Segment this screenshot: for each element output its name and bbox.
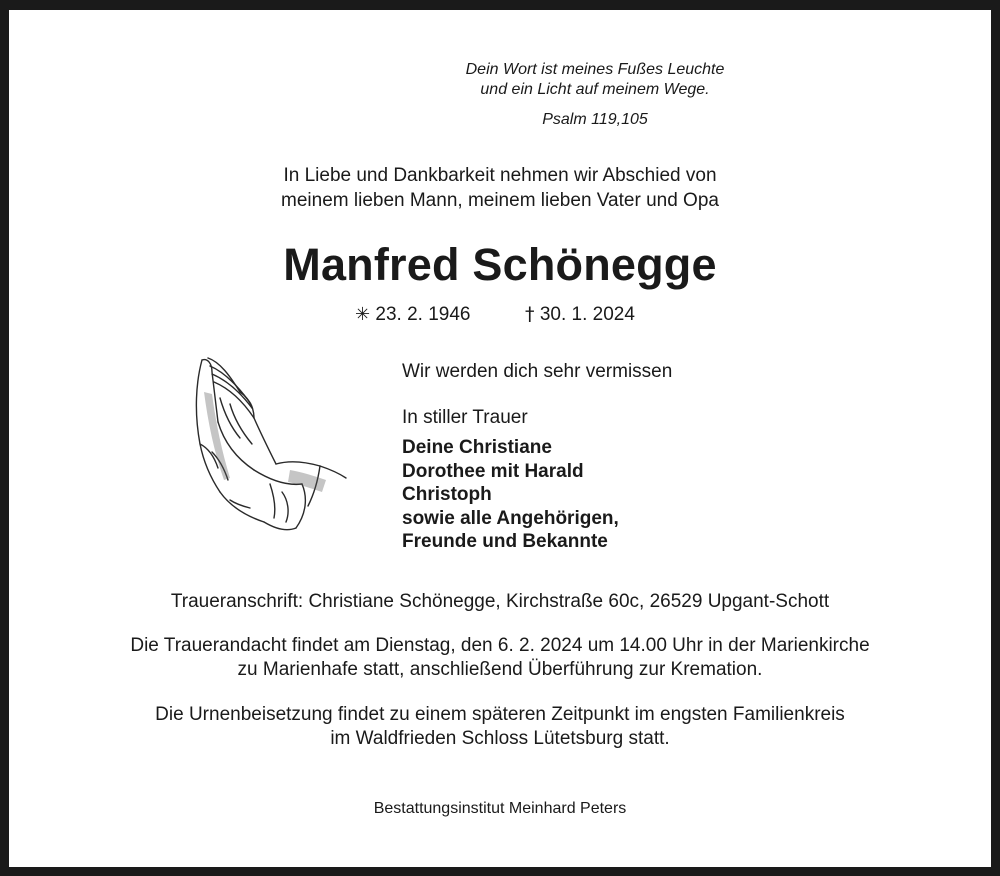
service-info [60,634,940,682]
intro-line-2: meinem lieben Mann, meinem lieben Vater und Opa [281,190,719,211]
death-date: 30. 1. 2024 [539,304,635,325]
farewell-message: Wir werden dich sehr vermissen [402,361,673,382]
life-dates [355,302,635,327]
quote-line-1: Dein Wort ist meines Fußes Leuchte [465,61,725,78]
urn-line-1: Die Urnenbeisetzung findet zu einem späteren Zeitpunkt im engsten Familienkreis [155,704,845,725]
mourner-name: Christoph [402,484,492,505]
mourners-block [402,360,672,554]
intro-text [200,163,800,213]
undertaker: Bestattungsinstitut Meinhard Peters [373,800,627,817]
mourner-name: Freunde und Bekannte [402,531,608,552]
birth-star-icon: ✳ [355,304,371,325]
mourner-name: Dorothee mit Harald [402,460,584,482]
mourner-name: Deine Christiane [402,437,552,458]
urn-burial-info [60,703,940,751]
quote-line-2: und ein Licht auf meinem Wege. [480,81,710,98]
praying-hands-icon [190,352,350,538]
bible-quote [440,60,750,130]
urn-line-2: im Waldfrieden Schloss Lütetsburg statt. [330,728,670,749]
mourners-intro: In stiller Trauer [402,407,528,428]
service-line-2: zu Marienhafe statt, anschließend Überführung zur Kremation. [237,659,763,680]
deceased-name: Manfred Schönegge [283,239,717,290]
mourner-name: sowie alle Angehörigen, [402,507,619,529]
intro-line-1: In Liebe und Dankbarkeit nehmen wir Abschied von [283,165,717,186]
service-line-1: Die Trauerandacht findet am Dienstag, den 6. 2. 2024 um 14.00 Uhr in der Marienkirche [130,635,870,656]
birth-date: 23. 2. 1946 [375,304,471,325]
death-cross-icon: † [525,303,535,325]
mourning-address: Traueranschrift: Christiane Schönegge, Kirchstraße 60c, 26529 Upgant-Schott [170,591,830,612]
mourners-list [402,436,672,554]
quote-reference: Psalm 119,105 [542,111,648,128]
